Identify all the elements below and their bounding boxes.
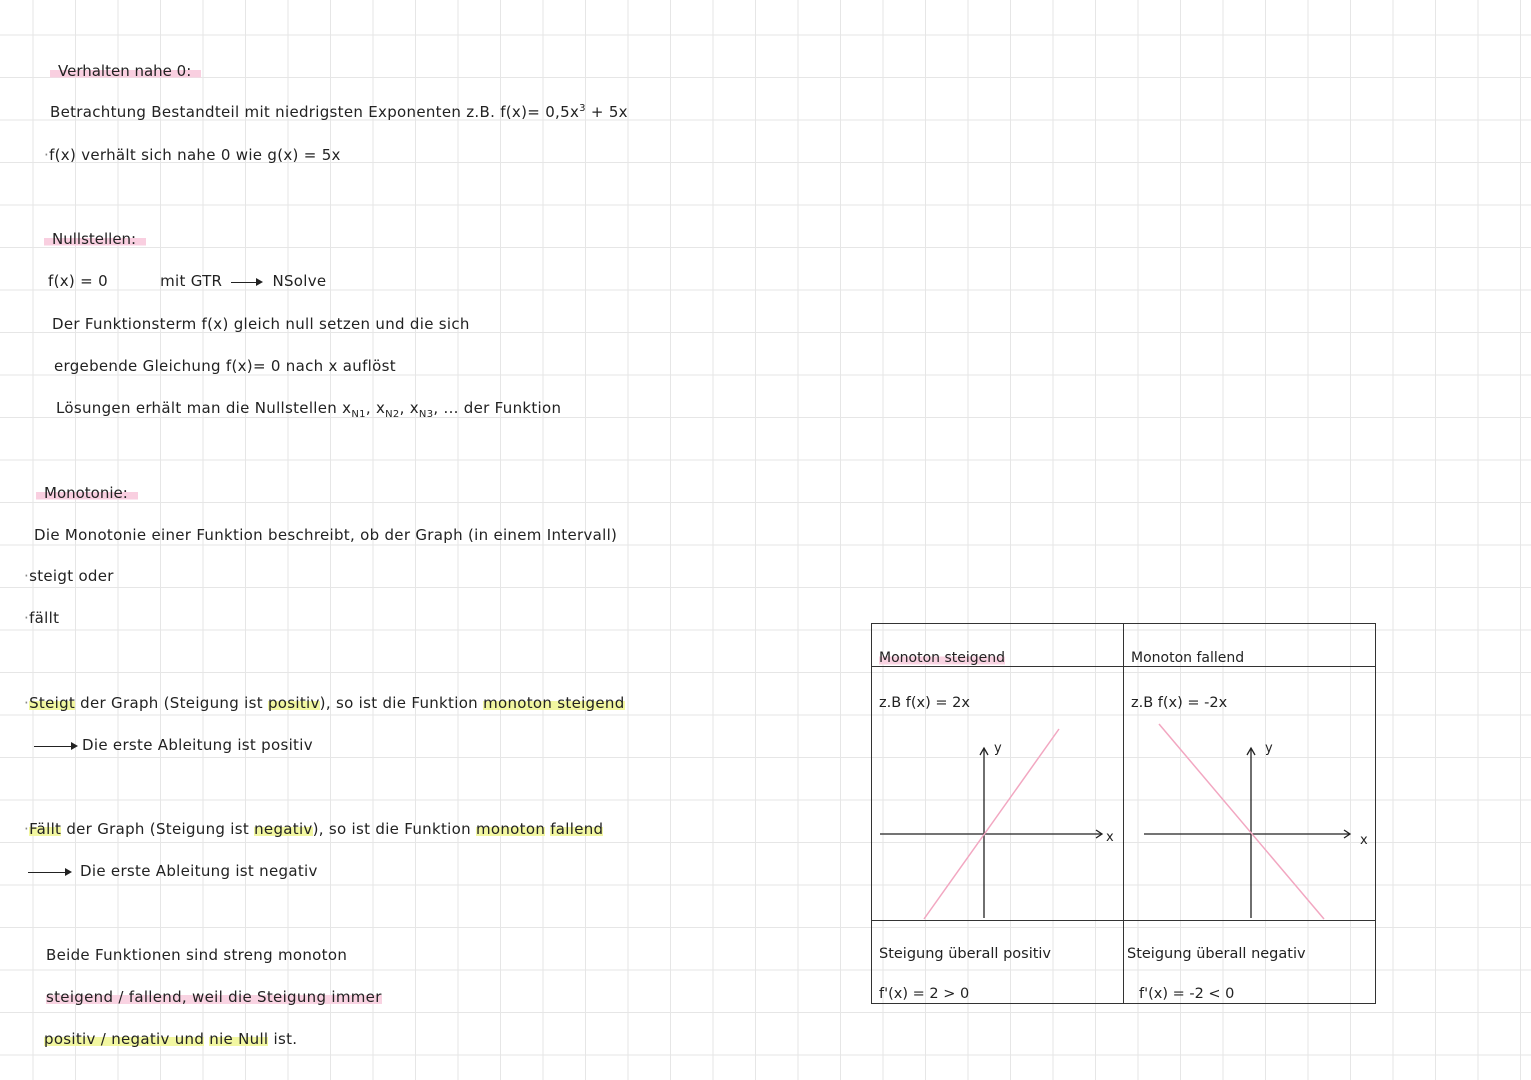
table-divider [872,666,1375,667]
section-heading-monotonie: Monotonie: [36,484,138,502]
axis-label-y: y [1265,741,1273,756]
highlight-word: positiv [267,694,320,712]
monotonie-table [871,623,1376,1004]
text-segment: Lösungen erhält man die Nullstellen [56,399,338,417]
text-segment: f(x) verhält sich nahe 0 wie g(x) = 5x [49,146,341,164]
text-line [44,146,341,164]
text-line [24,694,625,712]
axis-label-y: y [994,741,1002,756]
highlight-phrase: positiv / negativ und [44,1030,205,1048]
text-segment: Die erste Ableitung ist positiv [82,736,313,754]
text-line: Der Funktionsterm f(x) gleich null setzen und die sich [52,315,470,333]
derivative-steigend: f'(x) = 2 > 0 [879,986,970,1002]
highlight-word: fallend [550,820,604,838]
text-segment: + 5x [590,103,628,121]
arrow-right-icon [231,277,263,287]
note-fallend: Steigung überall negativ [1127,946,1306,962]
arrow-right-icon [34,741,78,751]
text-segment: ), so ist die Funktion [319,694,478,712]
text-line [28,862,318,880]
subscript: N1 [351,409,366,420]
table-header-steigend: Monoton steigend [879,650,1006,666]
text-segment: , ... der Funktion [433,399,562,417]
text-segment: der Graph (Steigung ist [80,694,263,712]
highlight-word: nie Null [209,1030,269,1048]
text-line [44,1030,297,1048]
text-line: ergebende Gleichung f(x)= 0 nach x auflöst [54,357,396,375]
function-line [924,729,1059,919]
variable: x [375,399,386,417]
text-line [48,272,326,290]
axis-label-x: x [1106,830,1114,845]
exponent: 3 [579,103,586,114]
text-segment: NSolve [272,272,327,290]
text-line: Lösungen erhält man die Nullstellen $x_{N1}$, $x_{N2}$, $x_{N3}$, ... der Funktion [56,399,562,420]
bullet-icon: · [24,694,30,712]
text-segment: fällt [29,609,60,627]
axis-label-x: x [1360,833,1368,848]
table-divider [872,920,1375,921]
subscript: N2 [385,409,400,420]
highlight-word: Steigt [29,694,76,712]
text-segment: ), so ist die Funktion [312,820,471,838]
text-segment: ist. [273,1030,298,1048]
bullet-icon: · [24,567,30,585]
text-segment: f(x) = 0 [48,272,108,290]
graph-fallend [1124,714,1374,920]
example-steigend: z.B f(x) = 2x [879,695,970,711]
highlight-word: Fällt [29,820,62,838]
bullet-icon: · [24,609,30,627]
text-line: Die Monotonie einer Funktion beschreibt, ob der Graph (in einem Intervall) [34,526,618,544]
highlight-word: negativ [254,820,313,838]
highlight-word: monoton steigend [483,694,625,712]
section-heading-verhalten: Verhalten nahe 0: [50,62,201,80]
example-fallend: z.B f(x) = -2x [1131,695,1228,711]
bullet-icon: · [24,820,30,838]
table-header-fallend: Monoton fallend [1131,650,1245,666]
text-segment: Die erste Ableitung ist negativ [80,862,318,880]
graph-steigend [872,714,1122,920]
bullet-icon: · [44,146,50,164]
function-line [1159,724,1324,919]
text-line [46,988,382,1006]
list-item [24,567,114,585]
list-item [24,609,59,627]
derivative-fallend: f'(x) = -2 < 0 [1139,986,1235,1002]
text-line: Beide Funktionen sind streng monoton [46,946,348,964]
text-line [34,736,313,754]
section-heading-nullstellen: Nullstellen: [44,230,146,248]
text-segment: Betrachtung Bestandteil mit niedrigsten Exponenten z.B. f(x)= 0,5x [50,103,580,121]
text-segment: der Graph (Steigung ist [66,820,250,838]
arrow-right-icon [28,867,72,877]
variable: x [409,399,419,417]
highlight-phrase: steigend / fallend, weil die Steigung immer [46,988,382,1006]
text-line [50,103,628,121]
text-line [24,820,603,838]
text-segment: mit GTR [160,272,223,290]
text-segment: steigt oder [29,567,114,585]
variable: x [342,399,352,417]
subscript: N3 [418,409,434,420]
note-steigend: Steigung überall positiv [879,946,1052,962]
highlight-word: monoton [475,820,546,838]
